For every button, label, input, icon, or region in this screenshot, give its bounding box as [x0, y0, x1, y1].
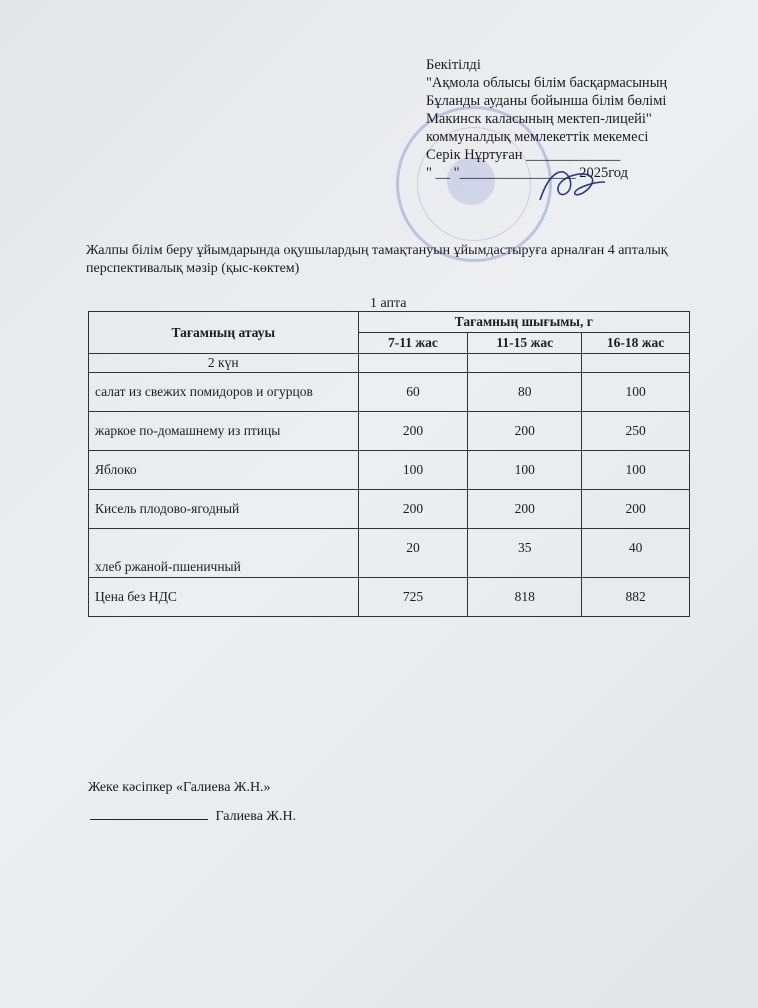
dish-name: Яблоко: [89, 451, 359, 490]
price-value: 725: [358, 578, 468, 617]
dish-name-header: Тағамның атауы: [89, 312, 359, 354]
age-group-header: 16-18 жас: [582, 333, 690, 354]
approval-line: Бұланды ауданы бойынша білім бөлімі: [426, 93, 667, 109]
yield-value: 100: [358, 451, 468, 490]
day-label: 2 күн: [89, 354, 359, 373]
yield-header: Тағамның шығымы, г: [358, 312, 689, 333]
approval-line: коммуналдық мемлекеттік мекемесі: [426, 129, 649, 145]
document-intro: Жалпы білім беру ұйымдарында оқушылардың тамақтануын ұйымдастыруға арналған 4 апталық перспективалық мәзір (қыс-көктем): [86, 243, 668, 276]
approval-line: "Ақмола облысы білім басқармасының: [426, 75, 668, 91]
entrepreneur-label: Жеке кәсіпкер «Галиева Ж.Н.»: [88, 780, 271, 795]
signature-blank: [90, 807, 208, 820]
dish-name: жаркое по-домашнему из птицы: [89, 412, 359, 451]
menu-table: [88, 311, 690, 617]
table-row: [89, 373, 690, 412]
signature-name: Галиева Ж.Н.: [215, 809, 297, 824]
yield-value: 100: [468, 451, 582, 490]
dish-name: Кисель плодово-ягодный: [89, 490, 359, 529]
yield-value: 250: [582, 412, 690, 451]
age-group-header: 11-15 жас: [468, 333, 582, 354]
table-row: [89, 451, 690, 490]
yield-value: 200: [468, 490, 582, 529]
yield-value: 80: [468, 373, 582, 412]
approval-line: Макинск каласының мектеп-лицейі": [426, 111, 652, 127]
approval-line: Серік Нұртуған _____________: [426, 147, 621, 163]
price-label: Цена без НДС: [89, 578, 359, 617]
dish-name: хлеб ржаной-пшеничный: [89, 529, 359, 578]
age-group-header: 7-11 жас: [358, 333, 468, 354]
price-value: 882: [582, 578, 690, 617]
table-row: [89, 412, 690, 451]
approval-line: Бекітілді: [426, 57, 481, 73]
yield-value: 20: [358, 529, 468, 578]
yield-value: 100: [582, 373, 690, 412]
yield-value: 200: [358, 412, 468, 451]
price-value: 818: [468, 578, 582, 617]
dish-name: салат из свежих помидоров и огурцов: [89, 373, 359, 412]
approval-line: " __ "________________ 2025год: [426, 165, 629, 181]
yield-value: 100: [582, 451, 690, 490]
yield-value: 200: [468, 412, 582, 451]
price-row: [89, 578, 690, 617]
week-label: 1 апта: [370, 296, 407, 311]
yield-value: 60: [358, 373, 468, 412]
yield-value: 35: [468, 529, 582, 578]
yield-value: 40: [582, 529, 690, 578]
signature-line: [90, 807, 296, 825]
yield-value: 200: [358, 490, 468, 529]
approval-block: [426, 56, 726, 182]
yield-value: 200: [582, 490, 690, 529]
table-row: [89, 529, 690, 578]
table-row: [89, 490, 690, 529]
